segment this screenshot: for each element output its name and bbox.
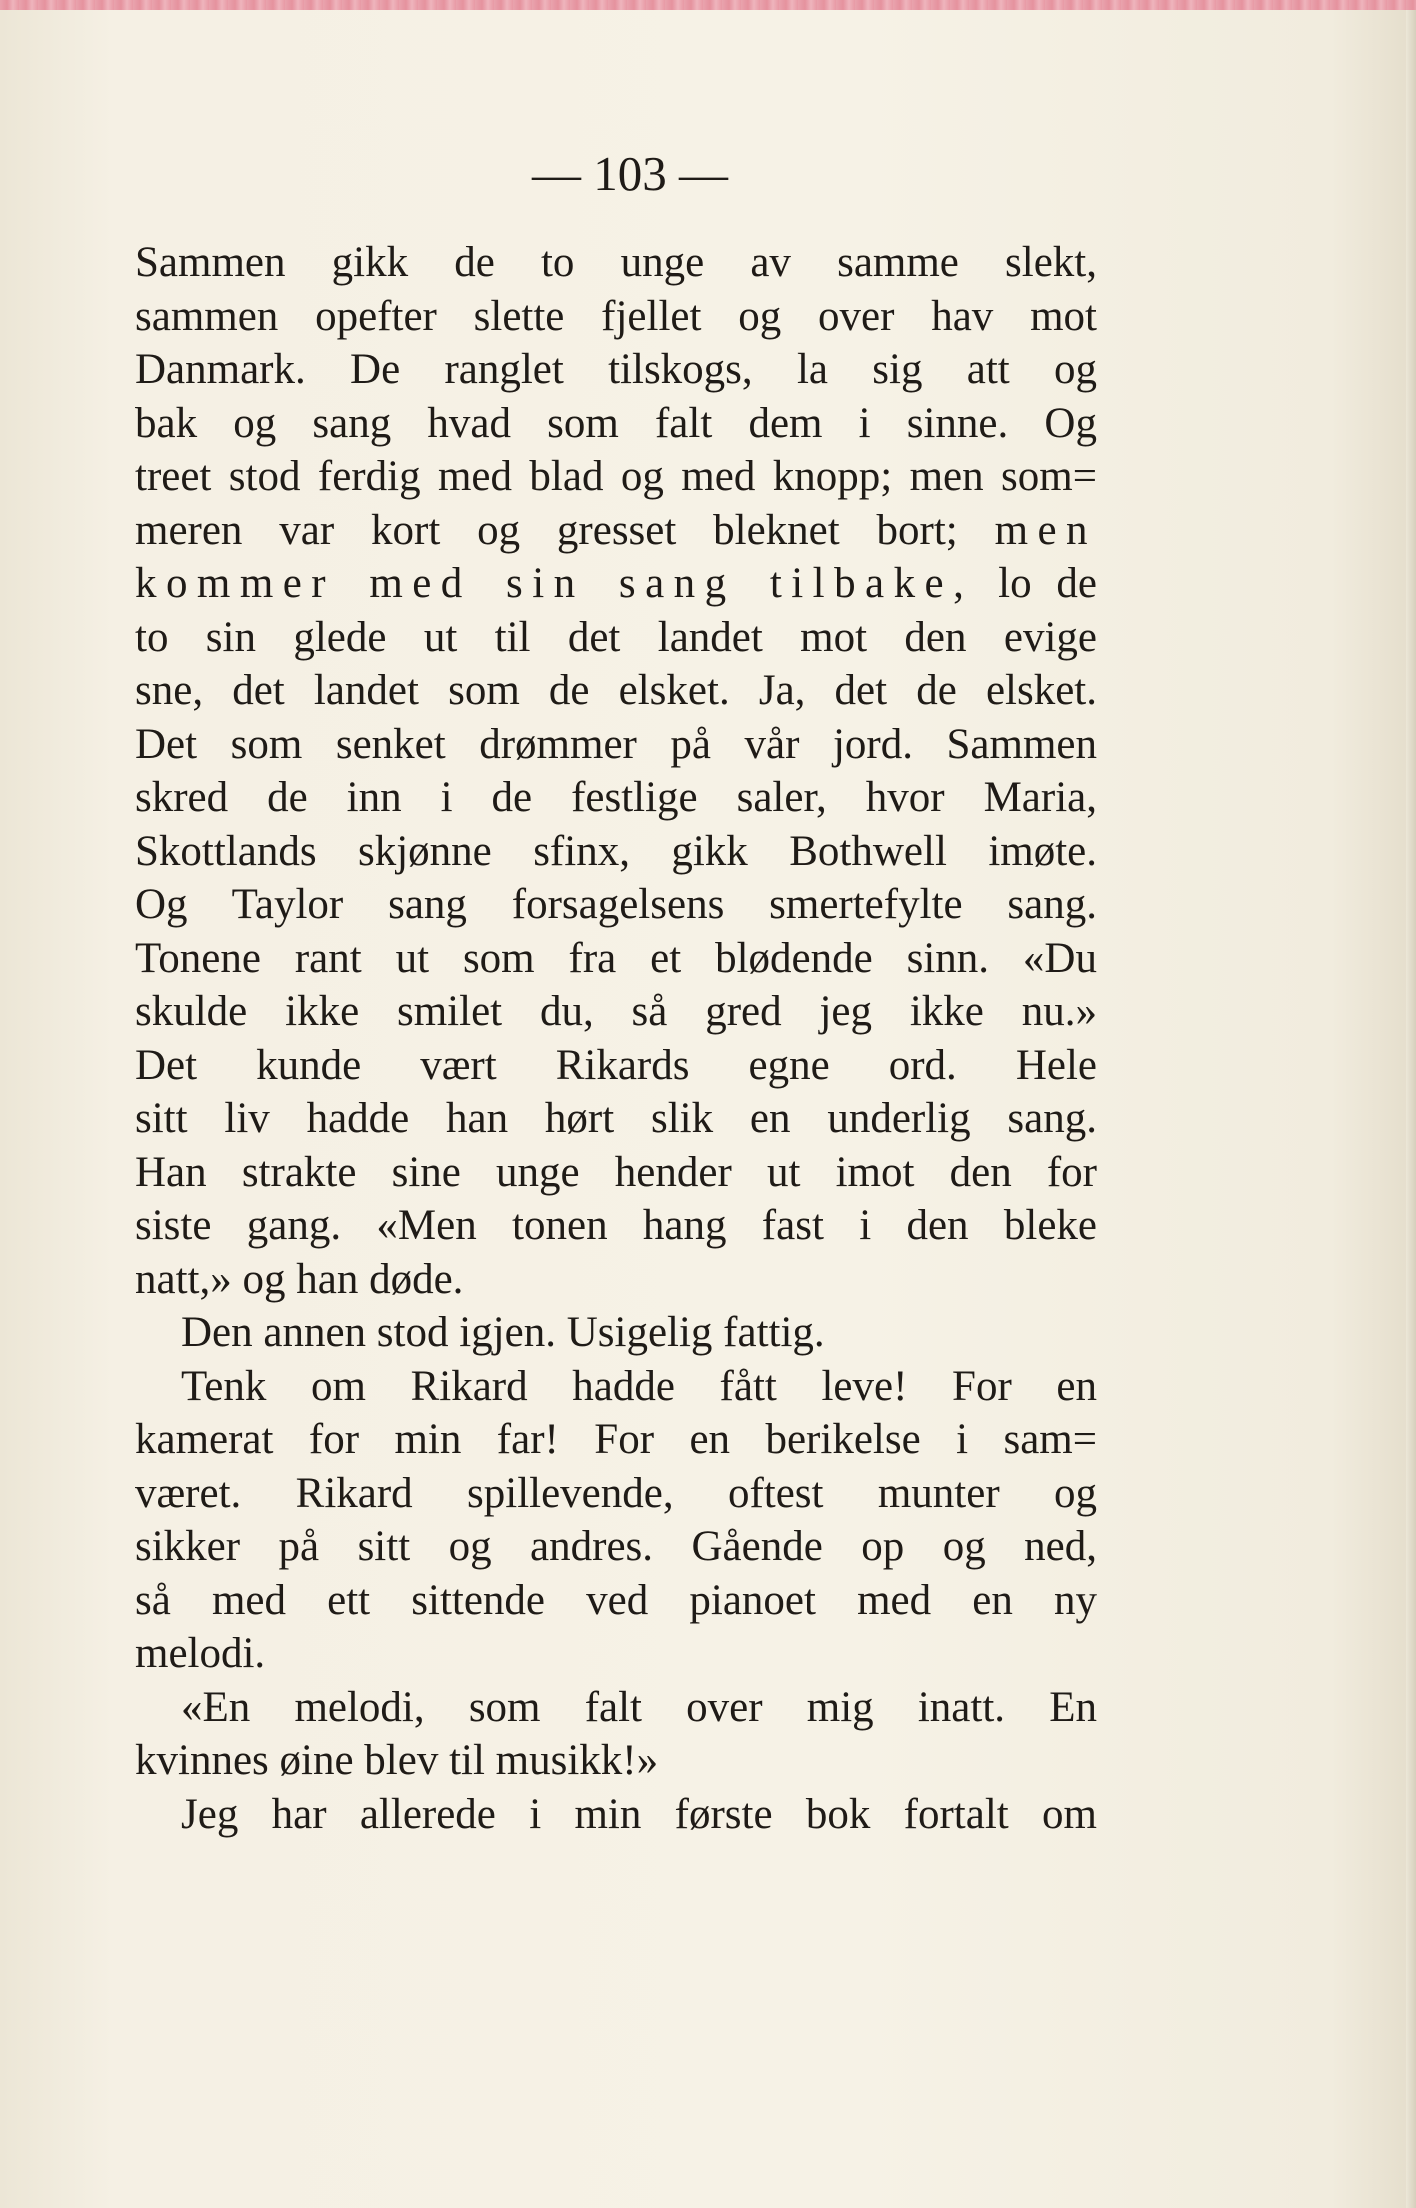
- spaced-text-run: kommer med sin sang tilbake,: [135, 560, 974, 607]
- text-line: Danmark. De ranglet tilskogs, la sig att og: [135, 346, 1097, 393]
- text-line: Og Taylor sang forsagelsens smertefylte sang.: [135, 881, 1097, 928]
- text-line: siste gang. «Men tonen hang fast i den bleke: [135, 1202, 1097, 1249]
- text-line: sammen opefter slette fjellet og over hav mot: [135, 292, 1097, 340]
- text-line: Jeg har allerede i min første bok fortalt om: [181, 1790, 1097, 1838]
- text-line: så med ett sittende ved pianoet med en ny: [135, 1576, 1097, 1624]
- text-line: kvinnes øine blev til musikk!»: [135, 1737, 659, 1784]
- text-line: Sammen gikk de to unge av samme slekt,: [135, 239, 1097, 286]
- text-line: bak og sang hvad som falt dem i sinne. Og: [135, 399, 1097, 447]
- text-line: Han strakte sine unge hender ut imot den for: [135, 1148, 1097, 1196]
- text-line: Den annen stod igjen. Usigelig fattig.: [181, 1309, 825, 1356]
- text-line: «En melodi, som falt over mig inatt. En: [181, 1683, 1097, 1731]
- text-line: [135, 504, 1097, 558]
- body-text: [135, 236, 1097, 1841]
- text-line: treet stod ferdig med blad og med knopp; men som=: [135, 453, 1097, 500]
- text-line: været. Rikard spillevende, oftest munter og: [135, 1469, 1097, 1517]
- text-line: Det som senket drømmer på vår jord. Sammen: [135, 720, 1097, 768]
- text-line: Tonene rant ut som fra et blødende sinn. «Du: [135, 934, 1097, 982]
- text-line: skred de inn i de festlige saler, hvor Maria,: [135, 774, 1097, 821]
- page-top-edge: [0, 0, 1416, 10]
- text-line: skulde ikke smilet du, så gred jeg ikke nu.»: [135, 988, 1097, 1035]
- text-line: Det kunde vært Rikards egne ord. Hele: [135, 1041, 1097, 1089]
- text-line: sne, det landet som de elsket. Ja, det de elsket.: [135, 667, 1097, 714]
- text-line: melodi.: [135, 1630, 266, 1677]
- text-line: natt,» og han døde.: [135, 1255, 464, 1303]
- page-right-edge: [1406, 10, 1416, 2208]
- text-line: kamerat for min far! For en berikelse i sam=: [135, 1416, 1097, 1463]
- text-line: sitt liv hadde han hørt slik en underlig sang.: [135, 1095, 1097, 1142]
- text-line: Skottlands skjønne sfinx, gikk Bothwell imøte.: [135, 827, 1097, 875]
- text-line: Tenk om Rikard hadde fått leve! For en: [181, 1362, 1097, 1410]
- text-line: [135, 557, 1097, 611]
- text-line: sikker på sitt og andres. Gående op og ned,: [135, 1523, 1097, 1570]
- text-line: to sin glede ut til det landet mot den evige: [135, 613, 1097, 661]
- text-run: meren var kort og gresset bleknet bort;: [135, 506, 995, 554]
- page-number: — 103 —: [532, 146, 728, 201]
- text-run: lo de: [973, 560, 1097, 607]
- spaced-text-run: men: [994, 506, 1097, 554]
